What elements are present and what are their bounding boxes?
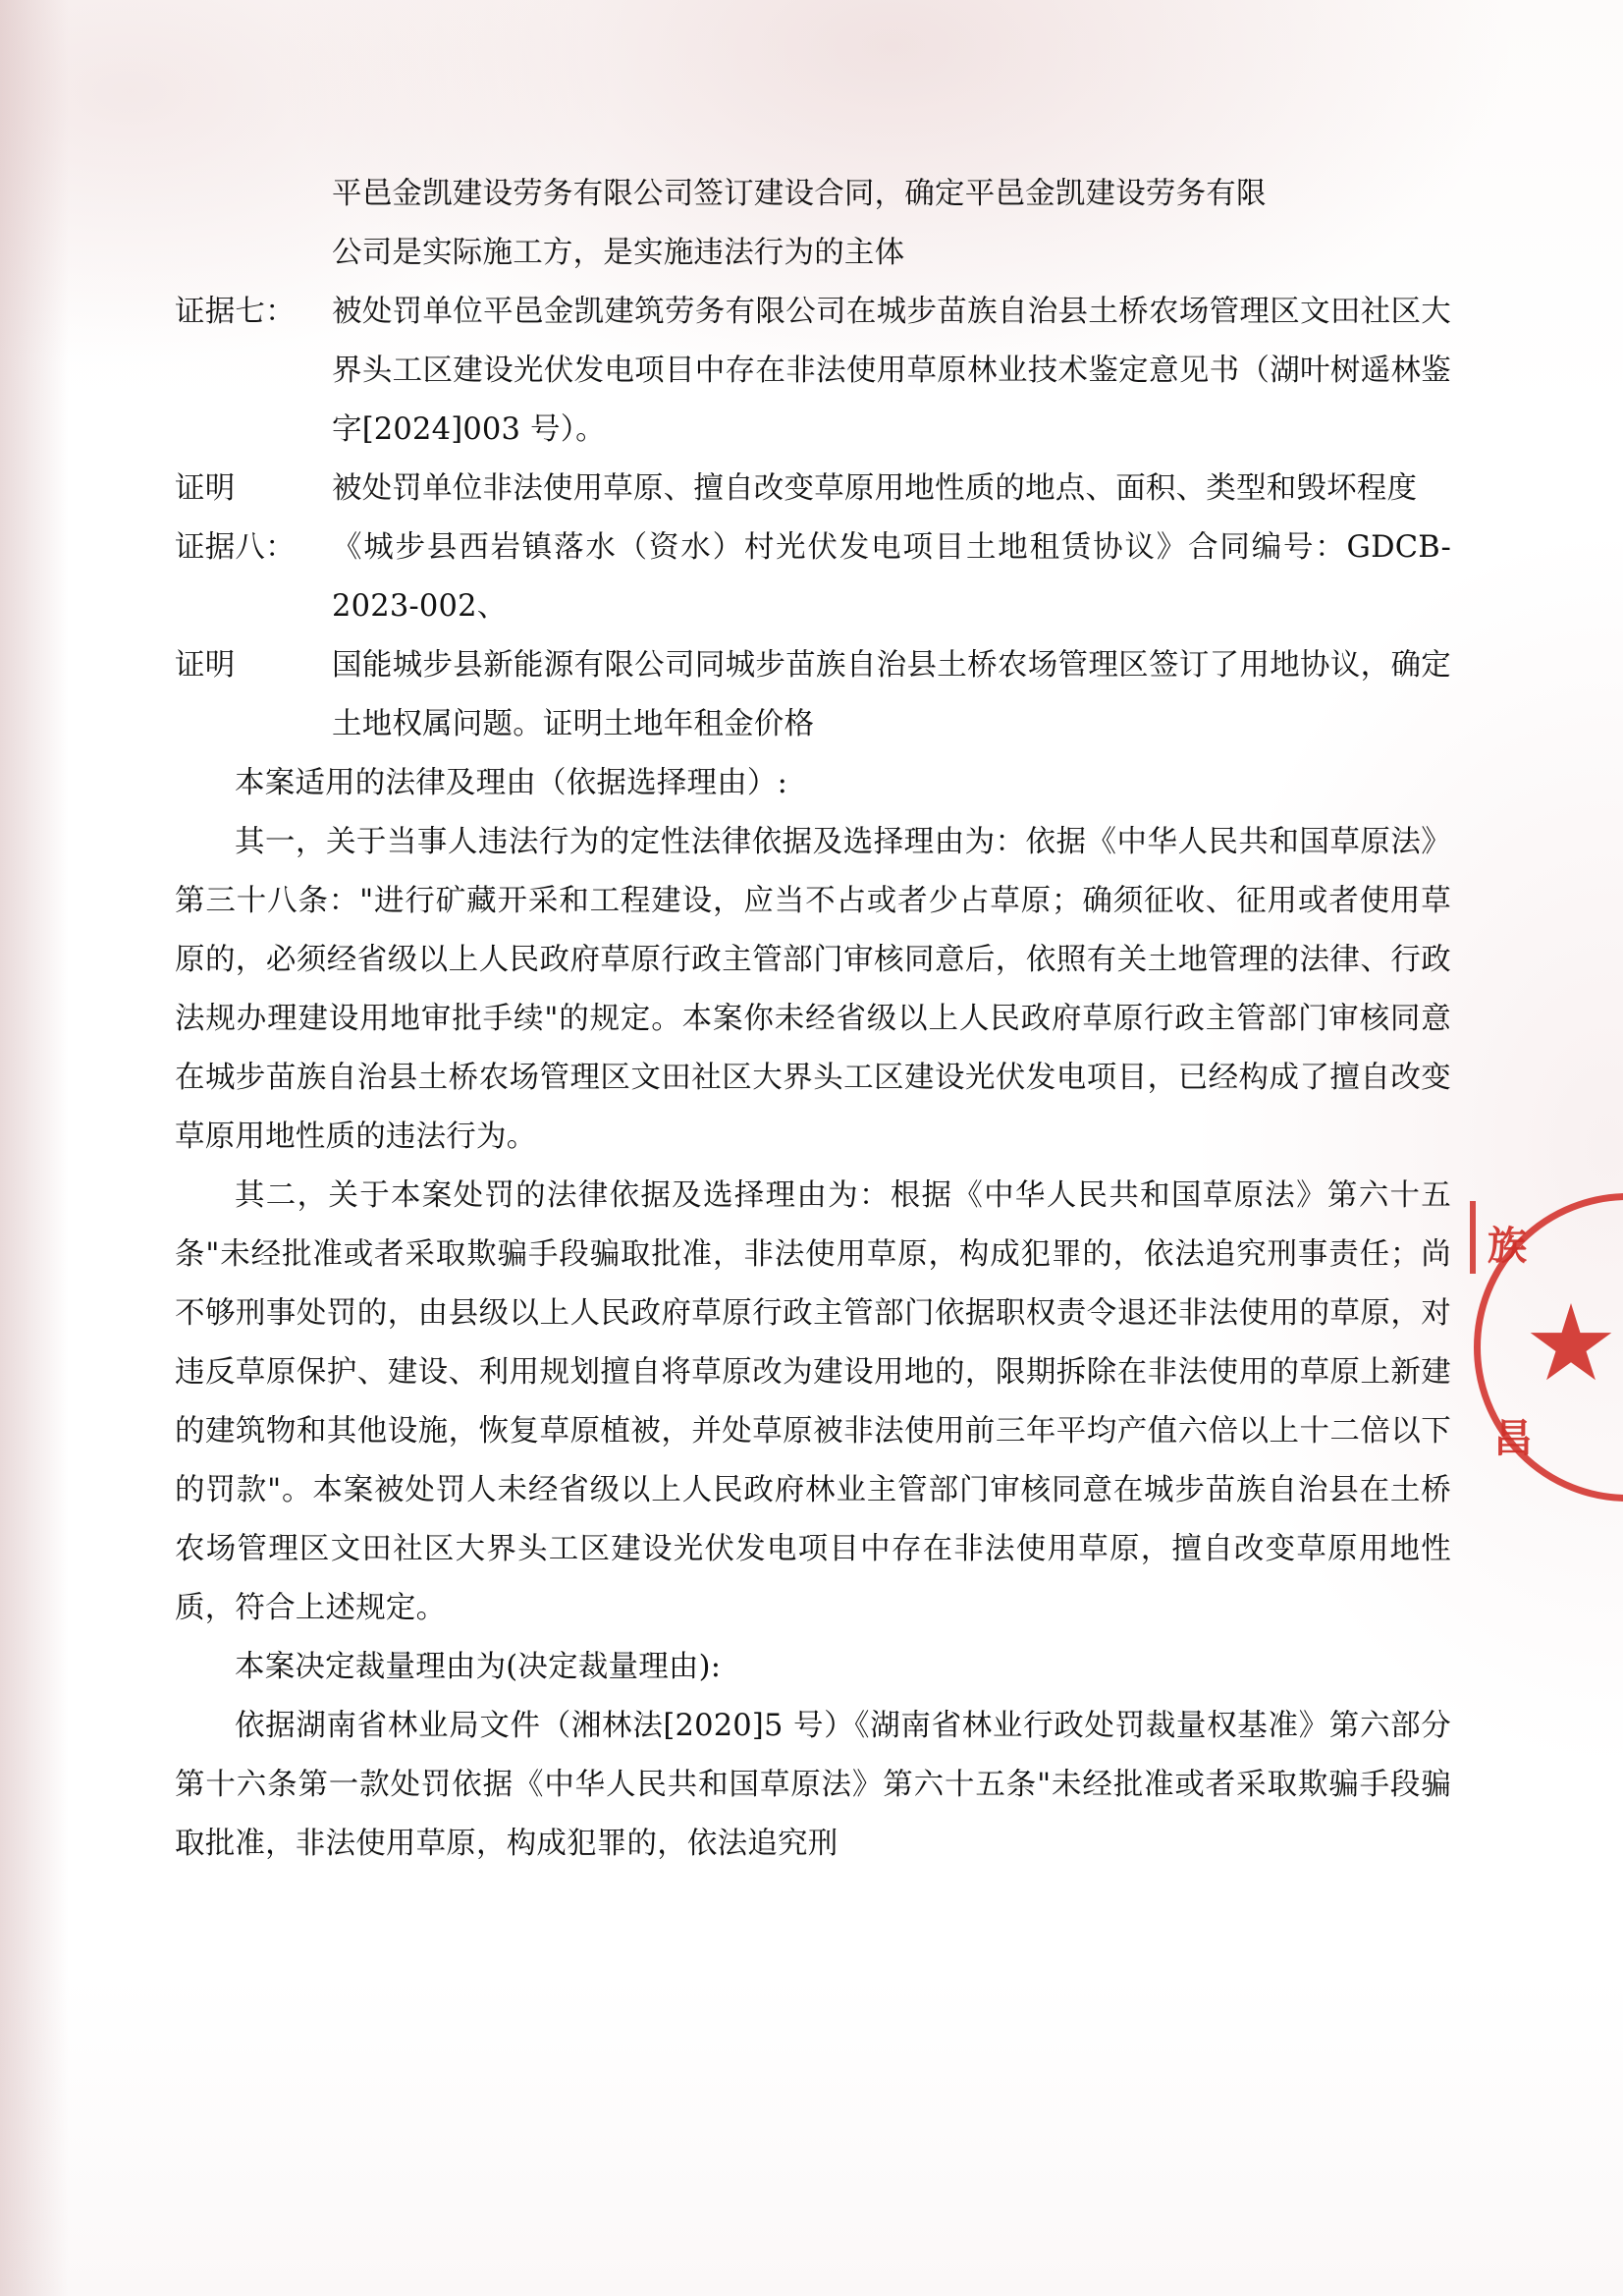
seal-star-icon — [1529, 1303, 1613, 1388]
document-body — [175, 165, 1451, 1874]
law-basis-heading: 本案适用的法律及理由（依据选择理由）: — [235, 766, 788, 800]
reason-two-paragraph: 其二，关于本案处罚的法律依据及选择理由为：根据《中华人民共和国草原法》第六十五条"未经批准或者采取欺骗手段骗取批准，非法使用草原，构成犯罪的，依法追究刑事责任；尚不够刑事处罚的，由县级以上人民政府草原行政主管部门依据职权责令退还非法使用的草原，对违反草原保护、建设、利用规划擅自将草原改为建设用地的，限期拆除在非法使用的草原上新建的建筑物和其他设施，恢复草原植被，并处草原被非法使用前三年平均产值六倍以上十二倍以下的罚款"。本案被处罚人未经省级以上人民政府林业主管部门审核同意在城步苗族自治县在土桥农场管理区文田社区大界头工区建设光伏发电项目中存在非法使用草原，擅自改变草原用地性质，符合上述规定。 — [175, 1178, 1451, 1625]
proof-item-8 — [175, 636, 1451, 754]
proof-item-7 — [175, 460, 1451, 519]
seal-char-top: 族 — [1488, 1223, 1527, 1269]
evidence-7-body: 被处罚单位平邑金凯建筑劳务有限公司在城步苗族自治县土桥农场管理区文田社区大界头工区建设光伏发电项目中存在非法使用草原林业技术鉴定意见书（湖叶树遥林鉴字[2024]003 号）。 — [332, 295, 1451, 447]
clipped-line-1: 平邑金凯建设劳务有限公司签订建设合同，确定平邑金凯建设劳务有限 — [332, 177, 1267, 211]
reason-one-paragraph: 其一，关于当事人违法行为的定性法律依据及选择理由为：依据《中华人民共和国草原法》第三十八条："进行矿藏开采和工程建设，应当不占或者少占草原；确须征收、征用或者使用草原的，必须经省级以上人民政府草原行政主管部门审核同意后，依照有关土地管理的法律、行政法规办理建设用地审批手续"的规定。本案你未经省级以上人民政府草原行政主管部门审核同意在城步苗族自治县土桥农场管理区文田社区大界头工区建设光伏发电项目，已经构成了擅自改变草原用地性质的违法行为。 — [175, 825, 1451, 1154]
proof-7-body: 被处罚单位非法使用草原、擅自改变草原用地性质的地点、面积、类型和毁坏程度 — [332, 471, 1418, 506]
seal-edge-mark — [1470, 1201, 1476, 1274]
seal-ring-icon — [1474, 1193, 1623, 1502]
seal-char-bottom: 昌 — [1493, 1415, 1533, 1461]
evidence-8-body: 《城步县西岩镇落水（资水）村光伏发电项目土地租赁协议》合同编号：GDCB-2023-002、 — [332, 530, 1451, 624]
discretion-paragraph: 依据湖南省林业局文件（湘林法[2020]5 号）《湖南省林业行政处罚裁量权基准》第六部分第十六条第一款处罚依据《中华人民共和国草原法》第六十五条"未经批准或者采取欺骗手段骗取批准，非法使用草原，构成犯罪的，依法追究刑 — [175, 1709, 1451, 1861]
evidence-item-8 — [175, 519, 1451, 636]
evidence-8-label: 证据八： — [175, 530, 296, 565]
evidence-7-label: 证据七： — [175, 295, 296, 329]
official-seal-stamp — [1464, 1193, 1623, 1517]
evidence-item-7 — [175, 283, 1451, 460]
proof-8-label: 证明 — [175, 648, 236, 683]
clipped-line-2: 公司是实际施工方，是实施违法行为的主体 — [332, 236, 905, 270]
clipped-paragraph — [175, 165, 1451, 283]
proof-8-body: 国能城步县新能源有限公司同城步苗族自治县土桥农场管理区签订了用地协议，确定土地权属问题。证明土地年租金价格 — [332, 648, 1451, 741]
discretion-heading: 本案决定裁量理由为(决定裁量理由): — [235, 1650, 722, 1684]
proof-7-label: 证明 — [175, 471, 236, 506]
